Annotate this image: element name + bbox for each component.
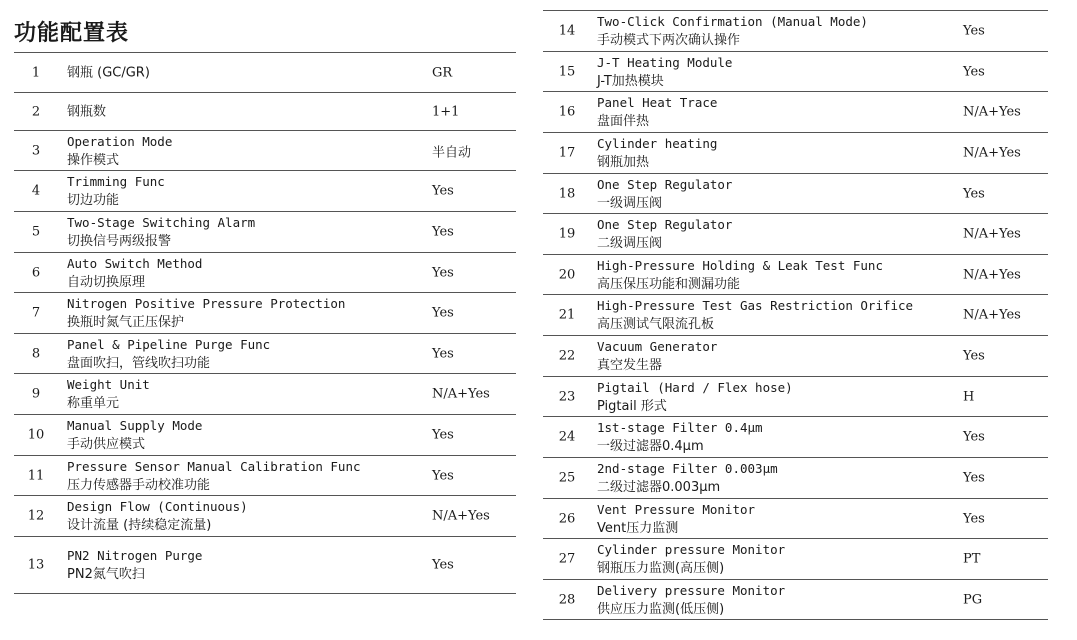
feature-name [67, 63, 150, 82]
feature-name-zh: 手动模式下两次确认操作 [597, 33, 741, 48]
config-value: N/A+Yes [432, 386, 490, 402]
feature-name-zh: 称重单元 [67, 396, 120, 411]
table-row [543, 336, 1048, 377]
table-row [543, 539, 1048, 580]
feature-name-zh: 手动供应模式 [67, 437, 146, 452]
feature-name [67, 172, 165, 210]
feature-name-en: Pressure Sensor Manual Calibration Func [67, 458, 361, 474]
row-number: 6 [31, 265, 41, 280]
table-row [543, 11, 1048, 52]
config-value: PT [963, 551, 981, 567]
row-number: 4 [31, 183, 41, 199]
table-row [543, 174, 1048, 214]
feature-name [67, 132, 172, 170]
table-row [14, 253, 516, 293]
feature-name [597, 540, 785, 578]
row-number: 12 [27, 508, 45, 524]
config-table-left [14, 52, 516, 594]
feature-name [597, 418, 763, 456]
feature-name-en: Cylinder pressure Monitor [597, 542, 786, 557]
table-row [543, 295, 1048, 336]
row-number: 27 [558, 551, 576, 567]
row-number: 25 [558, 470, 576, 486]
row-number: 20 [558, 267, 576, 282]
feature-name-en: PN2 Nitrogen Purge [67, 548, 203, 563]
row-number: 23 [558, 389, 576, 404]
feature-name-en: 2nd-stage Filter 0.003μm [597, 461, 778, 476]
row-number: 11 [27, 468, 45, 483]
config-value: N/A+Yes [432, 508, 490, 524]
config-value: GR [432, 65, 453, 80]
config-table-right [543, 10, 1048, 620]
feature-name [67, 102, 106, 121]
feature-name [597, 93, 717, 131]
feature-name-zh: 高压测试气限流孔板 [597, 317, 715, 332]
table-row [543, 255, 1048, 295]
config-value: N/A+Yes [963, 104, 1021, 120]
table-row [543, 458, 1048, 499]
feature-name-zh: 盘面吹扫，管线吹扫功能 [67, 355, 211, 371]
table-row [543, 52, 1048, 92]
config-value: Yes [432, 468, 454, 483]
feature-name-zh: 操作模式 [67, 152, 120, 168]
row-number: 19 [558, 226, 576, 242]
row-number: 21 [558, 307, 576, 323]
feature-name-en: Two-Stage Switching Alarm [67, 215, 256, 230]
row-number: 5 [31, 224, 41, 240]
feature-name-en: Auto Switch Method [67, 255, 203, 271]
config-value: Yes [432, 265, 454, 280]
table-row [14, 171, 516, 212]
table-row [14, 415, 516, 456]
feature-name [597, 134, 717, 172]
table-row [543, 580, 1048, 620]
config-value: Yes [432, 427, 454, 443]
feature-name-en: Operation Mode [67, 133, 173, 149]
feature-name-en: J-T Heating Module [597, 54, 733, 70]
table-row [14, 212, 516, 253]
feature-name [597, 581, 785, 619]
config-value: N/A+Yes [963, 307, 1021, 323]
config-value: Yes [432, 183, 454, 199]
feature-name-en: Vacuum Generator [597, 339, 718, 354]
feature-name-zh: 供应压力监测(低压侧) [597, 601, 725, 617]
feature-name-en: One Step Regulator [597, 176, 733, 192]
feature-name [597, 459, 778, 497]
config-value: Yes [963, 23, 985, 39]
table-row [14, 53, 516, 93]
feature-name-en: Design Flow (Continuous) [67, 499, 248, 514]
table-row [14, 93, 516, 131]
row-number: 16 [558, 104, 576, 120]
feature-name-zh: 盘面伴热 [597, 114, 650, 129]
config-value: H [963, 389, 975, 404]
config-value: N/A+Yes [963, 145, 1021, 161]
feature-name [597, 256, 883, 294]
feature-name [67, 375, 150, 413]
table-row [14, 456, 516, 496]
table-row [14, 293, 516, 334]
feature-name [67, 254, 202, 292]
feature-name [67, 497, 248, 535]
config-value: Yes [963, 348, 985, 364]
table-row [14, 334, 516, 374]
feature-name [67, 546, 202, 584]
feature-name-en: High-Pressure Holding & Leak Test Func [597, 257, 883, 273]
feature-name-en: Two-Click Confirmation (Manual Mode) [597, 14, 868, 29]
row-number: 15 [558, 64, 576, 79]
feature-name-zh: 设计流量 (持续稳定流量) [67, 518, 212, 533]
table-row [543, 133, 1048, 174]
feature-name-zh: 钢瓶数 [67, 104, 107, 119]
feature-name-zh: 二级调压阀 [597, 236, 663, 251]
table-row [14, 131, 516, 171]
feature-name-en: Delivery pressure Monitor [597, 582, 786, 598]
feature-name [597, 500, 755, 538]
feature-name [597, 53, 732, 91]
config-value: Yes [432, 224, 454, 240]
feature-name-zh: PN2氮气吹扫 [67, 567, 145, 582]
row-number: 3 [31, 143, 41, 158]
row-number: 26 [558, 511, 576, 526]
feature-name-en: Panel & Pipeline Purge Func [67, 336, 271, 352]
row-number: 13 [27, 557, 45, 573]
feature-name [597, 215, 732, 253]
feature-name-zh: 自动切换原理 [67, 274, 146, 290]
row-number: 1 [31, 65, 41, 80]
config-value: Yes [963, 429, 985, 445]
feature-name [67, 213, 255, 251]
config-value: N/A+Yes [963, 226, 1021, 242]
table-row [14, 374, 516, 415]
feature-name-zh: 钢瓶加热 [597, 155, 650, 170]
table-row [543, 499, 1048, 539]
config-value: 半自动 [432, 145, 472, 160]
feature-name-en: One Step Regulator [597, 217, 733, 232]
page-title: 功能配置表 [14, 21, 130, 46]
config-value: Yes [963, 511, 985, 526]
feature-name-zh: 一级过滤器0.4μm [597, 439, 704, 454]
row-number: 10 [27, 427, 45, 443]
feature-name-zh: 切换信号两级报警 [67, 234, 172, 249]
row-number: 24 [558, 429, 576, 445]
feature-name-zh: 切边功能 [67, 193, 120, 208]
feature-name [67, 294, 345, 332]
config-value: Yes [963, 64, 985, 79]
config-value: PG [963, 592, 983, 607]
feature-name [67, 457, 361, 495]
row-number: 17 [558, 145, 576, 161]
config-value: Yes [432, 346, 454, 361]
row-number: 28 [558, 592, 576, 607]
feature-name-en: Weight Unit [67, 377, 150, 392]
feature-name-zh: 高压保压功能和测漏功能 [597, 276, 741, 292]
feature-name-zh: 二级过滤器0.003μm [597, 480, 721, 495]
feature-name [67, 335, 270, 373]
feature-name-en: Cylinder heating [597, 136, 718, 151]
feature-name [597, 296, 913, 334]
config-value: Yes [963, 470, 985, 486]
feature-name-zh: 一级调压阀 [597, 195, 663, 211]
feature-name-en: Nitrogen Positive Pressure Protection [67, 296, 346, 311]
config-value: Yes [432, 557, 454, 573]
row-number: 8 [31, 346, 41, 361]
feature-name [597, 337, 717, 375]
feature-name-en: Panel Heat Trace [597, 95, 718, 110]
row-number: 9 [31, 386, 41, 402]
row-number: 14 [558, 23, 576, 39]
feature-name-zh: J-T加热模块 [597, 73, 664, 89]
feature-name-zh: 真空发生器 [597, 358, 663, 373]
config-value: Yes [963, 186, 985, 201]
row-number: 7 [31, 305, 41, 321]
table-row [543, 377, 1048, 417]
row-number: 18 [558, 186, 576, 201]
feature-name-en: Pigtail (Hard / Flex hose) [597, 379, 793, 395]
feature-name-zh: 压力传感器手动校准功能 [67, 477, 211, 493]
table-row [543, 92, 1048, 133]
row-number: 22 [558, 348, 576, 364]
row-number: 2 [31, 104, 41, 119]
feature-name-en: Trimming Func [67, 174, 165, 189]
feature-name-zh: 换瓶时氮气正压保护 [67, 315, 185, 330]
feature-name [597, 12, 868, 50]
feature-name [597, 378, 793, 416]
config-value: 1+1 [432, 104, 460, 119]
feature-name-zh: Vent压力监测 [597, 520, 679, 536]
feature-name-en: Vent Pressure Monitor [597, 501, 756, 517]
table-row [14, 537, 516, 594]
table-row [14, 496, 516, 537]
feature-name-en: 1st-stage Filter 0.4μm [597, 420, 763, 435]
feature-name-zh: Pigtail 形式 [597, 398, 667, 414]
feature-name-en: High-Pressure Test Gas Restriction Orifice [597, 298, 914, 313]
feature-name-zh: 钢瓶 (GC/GR) [67, 65, 150, 80]
feature-name-zh: 钢瓶压力监测(高压侧) [597, 561, 725, 576]
config-value: N/A+Yes [963, 267, 1021, 282]
feature-name-en: Manual Supply Mode [67, 418, 203, 433]
feature-name [67, 416, 202, 454]
table-row [543, 417, 1048, 458]
config-value: Yes [432, 305, 454, 321]
table-row [543, 214, 1048, 255]
feature-name [597, 175, 732, 213]
